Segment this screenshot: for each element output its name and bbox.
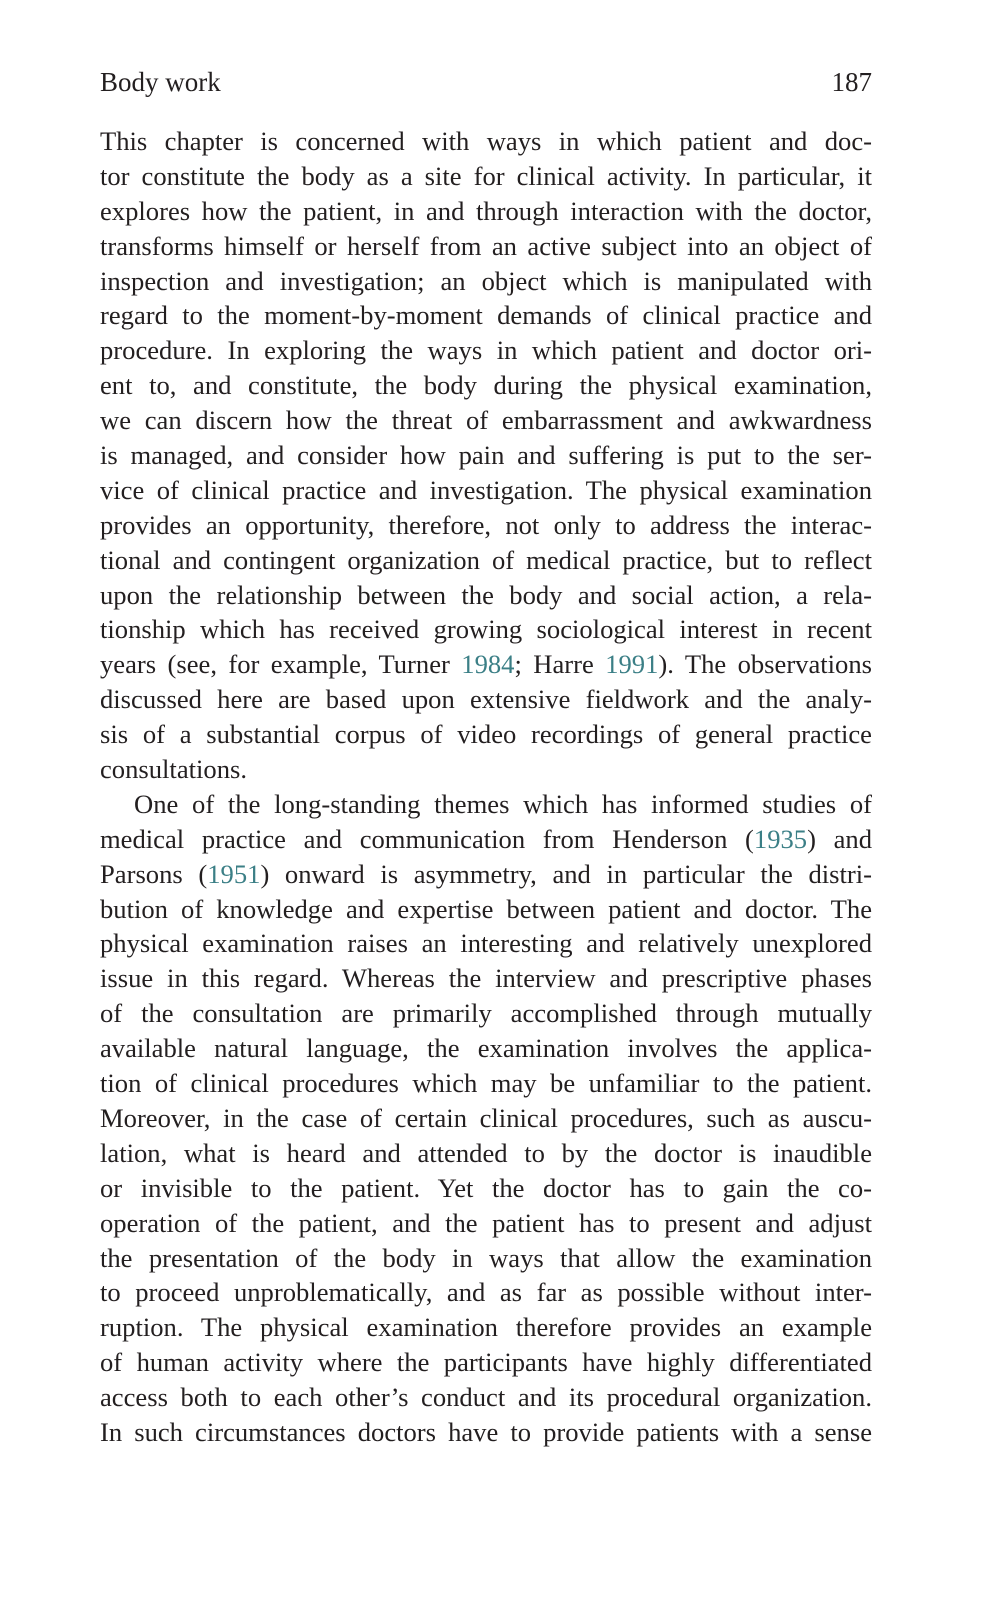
text-run: transforms himself or herself from an active subject into an object of xyxy=(100,230,872,261)
text-line xyxy=(100,438,872,473)
body-text xyxy=(100,124,872,1450)
text-line xyxy=(100,682,872,717)
text-line xyxy=(100,892,872,927)
text-run: One of the long-standing themes which has informed studies of xyxy=(134,788,872,819)
text-line xyxy=(100,926,872,961)
text-line xyxy=(100,543,872,578)
text-run: discussed here are based upon extensive fieldwork and the analy- xyxy=(100,684,872,715)
text-line xyxy=(100,578,872,613)
text-run: ruption. The physical examination therefore provides an example xyxy=(100,1312,872,1343)
text-line xyxy=(100,403,872,438)
text-run: tor constitute the body as a site for clinical activity. In particular, it xyxy=(100,160,872,191)
text-line xyxy=(100,264,872,299)
text-run: sis of a substantial corpus of video recordings of general practice xyxy=(100,719,872,750)
text-run: the presentation of the body in ways that allow the examination xyxy=(100,1242,872,1273)
citation-year[interactable]: 1984 xyxy=(461,649,515,680)
text-line xyxy=(100,1275,872,1310)
text-line xyxy=(100,1136,872,1171)
text-line xyxy=(100,1031,872,1066)
text-line xyxy=(100,1101,872,1136)
text-line xyxy=(100,229,872,264)
text-line xyxy=(100,1171,872,1206)
text-run: of the consultation are primarily accomplished through mutually xyxy=(100,998,872,1029)
text-run: regard to the moment-by-moment demands of clinical practice and xyxy=(100,300,872,331)
text-run: Moreover, in the case of certain clinical procedures, such as auscu- xyxy=(100,1102,872,1133)
text-line xyxy=(100,124,872,159)
text-line xyxy=(100,1345,872,1380)
text-line xyxy=(100,822,872,857)
text-run: issue in this regard. Whereas the interview and prescriptive phases xyxy=(100,963,872,994)
running-head-title: Body work xyxy=(100,67,221,97)
text-line xyxy=(100,1380,872,1415)
text-line xyxy=(100,1415,872,1450)
text-run: provides an opportunity, therefore, not only to address the interac- xyxy=(100,509,872,540)
text-line xyxy=(100,752,872,787)
text-line xyxy=(100,857,872,892)
text-run: lation, what is heard and attended to by the doctor is inaudible xyxy=(100,1137,872,1168)
text-line xyxy=(100,717,872,752)
text-line xyxy=(100,996,872,1031)
text-line xyxy=(100,368,872,403)
text-line xyxy=(100,647,872,682)
text-line xyxy=(100,612,872,647)
text-run: is managed, and consider how pain and suffering is put to the ser- xyxy=(100,440,872,471)
text-run: consultations. xyxy=(100,754,247,785)
text-run: medical practice and communication from Henderson ( xyxy=(100,823,754,854)
text-run: available natural language, the examination involves the applica- xyxy=(100,1033,872,1064)
text-run: In such circumstances doctors have to provide patients with a sense xyxy=(100,1416,872,1447)
text-line xyxy=(100,787,872,822)
text-run: to proceed unproblematically, and as far as possible without inter- xyxy=(100,1277,872,1308)
text-run: of human activity where the participants have highly differentiated xyxy=(100,1347,872,1378)
text-run: or invisible to the patient. Yet the doctor has to gain the co- xyxy=(100,1172,872,1203)
text-line xyxy=(100,333,872,368)
text-run: we can discern how the threat of embarrassment and awkwardness xyxy=(100,405,872,436)
text-run: procedure. In exploring the ways in which patient and doctor ori- xyxy=(100,335,872,366)
text-line xyxy=(100,298,872,333)
text-run: ) and xyxy=(807,823,872,854)
text-run: inspection and investigation; an object which is manipulated with xyxy=(100,265,872,296)
text-line xyxy=(100,194,872,229)
citation-year[interactable]: 1991 xyxy=(605,649,659,680)
text-run: tionship which has received growing sociological interest in recent xyxy=(100,614,872,645)
text-run: ) onward is asymmetry, and in particular the distri- xyxy=(260,858,872,889)
page-number: 187 xyxy=(831,67,872,97)
text-line xyxy=(100,473,872,508)
text-run: operation of the patient, and the patient has to present and adjust xyxy=(100,1207,872,1238)
text-run: years (see, for example, Turner xyxy=(100,649,462,680)
text-run: tion of clinical procedures which may be unfamiliar to the patient. xyxy=(100,1068,872,1099)
text-line xyxy=(100,1206,872,1241)
text-run: Parsons ( xyxy=(100,858,208,889)
text-run: explores how the patient, in and through interaction with the doctor, xyxy=(100,195,872,226)
text-line xyxy=(100,961,872,996)
text-run: tional and contingent organization of medical practice, but to reflect xyxy=(100,544,872,575)
text-run: This chapter is concerned with ways in which patient and doc- xyxy=(100,126,872,156)
text-run: ; Harre xyxy=(514,649,606,680)
text-line xyxy=(100,1241,872,1276)
text-run: access both to each other’s conduct and its procedural organization. xyxy=(100,1382,872,1413)
text-run: physical examination raises an interesting and relatively unexplored xyxy=(100,928,872,959)
citation-year[interactable]: 1935 xyxy=(753,823,808,854)
text-line xyxy=(100,508,872,543)
text-run: upon the relationship between the body and social action, a rela- xyxy=(100,579,872,610)
citation-year[interactable]: 1951 xyxy=(207,858,261,889)
text-line xyxy=(100,1310,872,1345)
text-run: vice of clinical practice and investigation. The physical examination xyxy=(100,474,872,505)
running-head xyxy=(100,64,872,100)
text-run: bution of knowledge and expertise between patient and doctor. The xyxy=(100,893,872,924)
text-run: ). The observations xyxy=(658,649,872,680)
text-run: ent to, and constitute, the body during the physical examination, xyxy=(100,370,872,401)
text-line xyxy=(100,1066,872,1101)
text-line xyxy=(100,159,872,194)
